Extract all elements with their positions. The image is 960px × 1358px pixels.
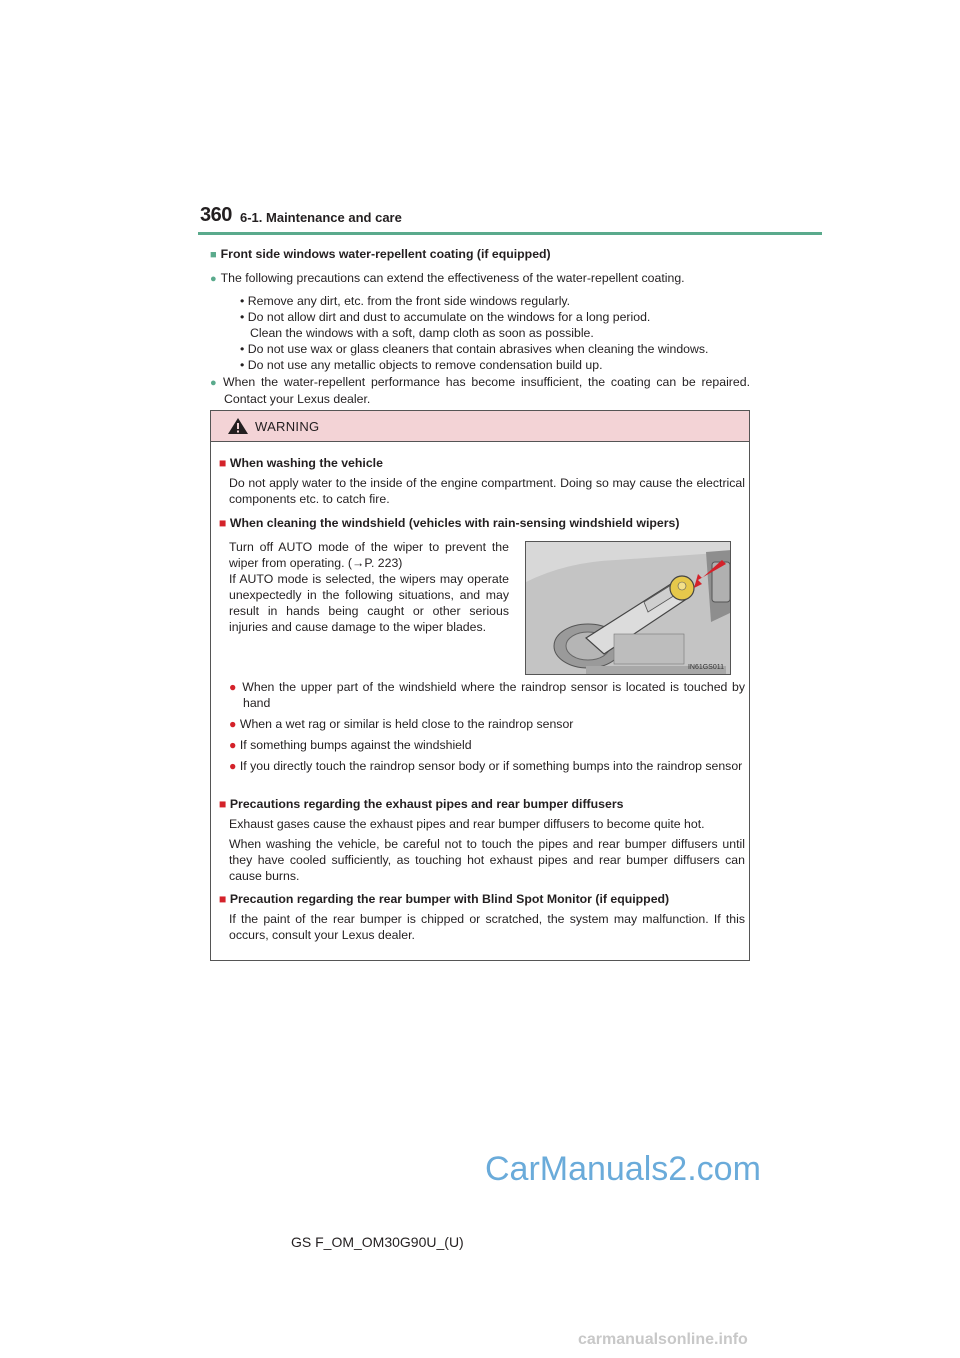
page-header — [198, 198, 822, 234]
list-item: ● If you directly touch the raindrop sensor body or if something bumps into the raindrop sensor — [229, 759, 743, 773]
bullet-icon: ● — [210, 273, 217, 285]
list-item: ● When a wet rag or similar is held close to the raindrop sensor — [229, 717, 574, 731]
section-title: 6-1. Maintenance and care — [240, 210, 402, 225]
warning-section-bumper — [219, 891, 745, 943]
warning-subheading: When cleaning the windshield (vehicles with rain-sensing windshield wipers) — [229, 516, 680, 530]
header-rule — [198, 232, 822, 235]
bullet-icon: ● — [229, 759, 237, 773]
square-bullet-icon: ■ — [219, 456, 227, 470]
warning-text: Do not apply water to the inside of the engine compartment. Doing so may cause the electrical components etc. to catch fire. — [229, 476, 745, 506]
bullet-icon: ● — [229, 680, 238, 694]
square-bullet-icon: ■ — [210, 249, 217, 261]
warning-section-windshield — [219, 515, 745, 531]
bullet-icon: ● — [229, 738, 237, 752]
bullet-item: ● The following precautions can extend the effectiveness of the water-repellent coating. — [210, 271, 685, 285]
sub-item: • Remove any dirt, etc. from the front side windows regularly. — [240, 294, 571, 308]
watermark-logo: CarManuals2.com — [485, 1150, 761, 1188]
warning-text: Exhaust gases cause the exhaust pipes and rear bumper diffusers to become quite hot. — [229, 817, 705, 831]
list-item: ● If something bumps against the windshield — [229, 738, 472, 752]
warning-subheading: Precautions regarding the exhaust pipes and rear bumper diffusers — [229, 797, 624, 811]
warning-title: WARNING — [255, 419, 320, 434]
warning-triangle-icon — [227, 417, 249, 435]
warning-box — [210, 410, 750, 961]
section-heading: ■ Front side windows water-repellent coating (if equipped) — [210, 247, 551, 261]
bullet-icon: ● — [210, 377, 220, 389]
windshield-bullets — [219, 679, 745, 774]
square-bullet-icon: ■ — [219, 516, 227, 530]
sub-item: • Do not use any metallic objects to remove condensation build up. — [240, 358, 603, 372]
list-item: ● When the upper part of the windshield where the raindrop sensor is located is touched by hand — [229, 680, 745, 710]
warning-text: When washing the vehicle, be careful not to touch the pipes and rear bumper diffusers until they have cooled sufficiently, as touching hot exhaust pipes and rear bumper diffusers can cause burns. — [229, 837, 745, 883]
warning-header — [211, 411, 749, 442]
warning-section-exhaust — [219, 796, 745, 884]
bullet-icon: ● — [229, 717, 237, 731]
wiper-lever-drawing — [526, 542, 731, 675]
warning-subheading: Precaution regarding the rear bumper with Blind Spot Monitor (if equipped) — [229, 892, 670, 906]
sub-item: • Do not use wax or glass cleaners that contain abrasives when cleaning the windows. — [240, 342, 709, 356]
watermark-url: carmanualsonline.info — [578, 1331, 748, 1348]
square-bullet-icon: ■ — [219, 892, 227, 906]
sub-item: • Do not allow dirt and dust to accumulate on the windows for a long period. Clean the windows with a soft, damp cloth as soon as possible. — [240, 310, 651, 340]
wiper-lever-illustration — [525, 541, 731, 675]
bullet-item: ● When the water-repellent performance has become insufficient, the coating can be repaired. Contact your Lexus dealer. — [210, 375, 750, 406]
warning-text: If the paint of the rear bumper is chipped or scratched, the system may malfunction. If this occurs, consult your Lexus dealer. — [229, 912, 745, 942]
square-bullet-icon: ■ — [219, 797, 227, 811]
page-number: 360 — [200, 204, 232, 226]
auto-mode-text: Turn off AUTO mode of the wiper to prevent the wiper from operating. (→P. 223) If AUTO mode is selected, the wipers may operate unexpectedly in the following situations, and may result in hands being caught or other serious injuries and cause damage to the wiper blades. — [229, 540, 509, 634]
warning-subheading: When washing the vehicle — [229, 456, 383, 470]
figure-id: IN61GS011 — [687, 664, 724, 671]
arrow-icon: → — [352, 556, 365, 570]
warning-section-washing — [219, 455, 745, 507]
footer-code: GS F_OM_OM30G90U_(U) — [291, 1234, 464, 1250]
water-repellent-section — [210, 246, 750, 407]
